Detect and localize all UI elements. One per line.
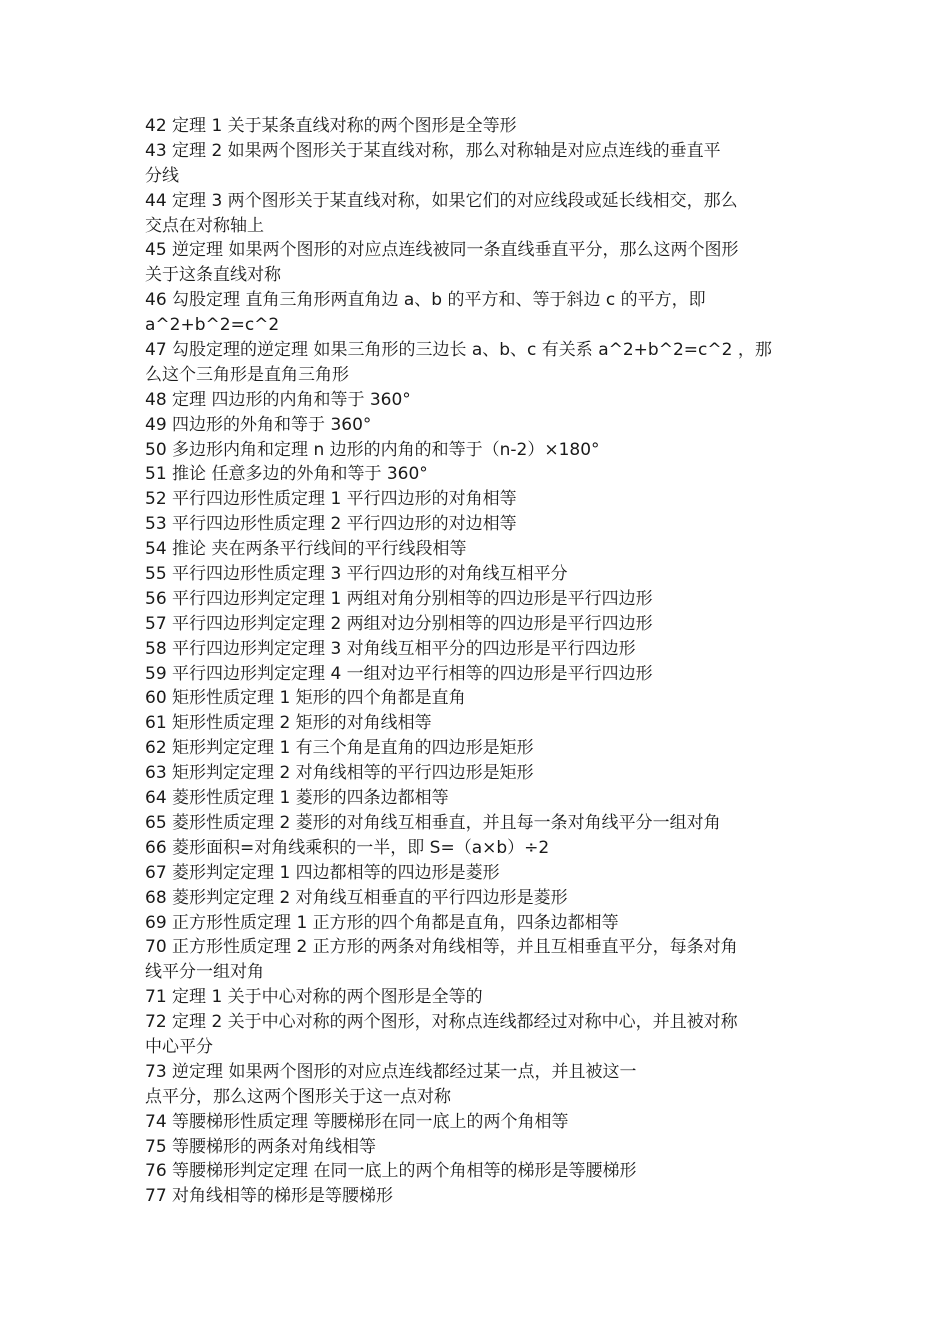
document-page <box>145 114 810 1209</box>
text-line: 77 对角线相等的梯形是等腰梯形 <box>145 1186 394 1207</box>
text-line: 53 平行四边形性质定理 2 平行四边形的对边相等 <box>145 514 517 535</box>
text-line: 73 逆定理 如果两个图形的对应点连线都经过某一点，并且被这一 <box>145 1061 637 1082</box>
text-line: 58 平行四边形判定定理 3 对角线互相平分的四边形是平行四边形 <box>145 638 636 659</box>
text-line: 49 四边形的外角和等于 360° <box>145 414 372 435</box>
text-line: 44 定理 3 两个图形关于某直线对称，如果它们的对应线段或延长线相交，那么 <box>145 190 738 211</box>
text-line: 72 定理 2 关于中心对称的两个图形，对称点连线都经过对称中心，并且被对称 <box>145 1012 738 1033</box>
text-line: 交点在对称轴上 <box>145 215 264 236</box>
text-line: 线平分一组对角 <box>145 962 264 983</box>
text-line: 么这个三角形是直角三角形 <box>145 364 349 385</box>
text-line: 68 菱形判定定理 2 对角线互相垂直的平行四边形是菱形 <box>145 887 568 908</box>
text-line: 64 菱形性质定理 1 菱形的四条边都相等 <box>145 788 449 809</box>
text-line: 关于这条直线对称 <box>145 265 281 286</box>
text-line: 63 矩形判定定理 2 对角线相等的平行四边形是矩形 <box>145 763 534 784</box>
text-line: 55 平行四边形性质定理 3 平行四边形的对角线互相平分 <box>145 564 568 585</box>
text-line: 62 矩形判定定理 1 有三个角是直角的四边形是矩形 <box>145 738 534 759</box>
text-line: 48 定理 四边形的内角和等于 360° <box>145 389 411 410</box>
text-line: 51 推论 任意多边的外角和等于 360° <box>145 464 428 485</box>
text-line: 中心平分 <box>145 1036 213 1057</box>
text-line: 59 平行四边形判定定理 4 一组对边平行相等的四边形是平行四边形 <box>145 663 653 684</box>
text-line: 60 矩形性质定理 1 矩形的四个角都是直角 <box>145 688 466 709</box>
text-line: 分线 <box>145 165 179 186</box>
text-line: 56 平行四边形判定定理 1 两组对角分别相等的四边形是平行四边形 <box>145 588 653 609</box>
text-line: 69 正方形性质定理 1 正方形的四个角都是直角，四条边都相等 <box>145 912 619 933</box>
text-line: 47 勾股定理的逆定理 如果三角形的三边长 a、b、c 有关系 a^2+b^2=c^2 ，那 <box>145 340 772 361</box>
text-line: 76 等腰梯形判定定理 在同一底上的两个角相等的梯形是等腰梯形 <box>145 1161 637 1182</box>
text-line: 54 推论 夹在两条平行线间的平行线段相等 <box>145 539 467 560</box>
text-line: 45 逆定理 如果两个图形的对应点连线被同一条直线垂直平分，那么这两个图形 <box>145 240 739 261</box>
text-line: 43 定理 2 如果两个图形关于某直线对称，那么对称轴是对应点连线的垂直平 <box>145 140 721 161</box>
text-line: 75 等腰梯形的两条对角线相等 <box>145 1136 377 1157</box>
text-line: 71 定理 1 关于中心对称的两个图形是全等的 <box>145 987 483 1008</box>
text-line: a^2+b^2=c^2 <box>145 315 280 336</box>
text-line: 52 平行四边形性质定理 1 平行四边形的对角相等 <box>145 489 517 510</box>
text-line: 74 等腰梯形性质定理 等腰梯形在同一底上的两个角相等 <box>145 1111 569 1132</box>
text-line: 66 菱形面积=对角线乘积的一半，即 S=（a×b）÷2 <box>145 837 550 858</box>
text-line: 65 菱形性质定理 2 菱形的对角线互相垂直，并且每一条对角线平分一组对角 <box>145 812 721 833</box>
text-line: 42 定理 1 关于某条直线对称的两个图形是全等形 <box>145 116 517 136</box>
text-line: 57 平行四边形判定定理 2 两组对边分别相等的四边形是平行四边形 <box>145 613 653 634</box>
text-line: 50 多边形内角和定理 n 边形的内角的和等于（n-2）×180° <box>145 439 600 460</box>
text-line: 46 勾股定理 直角三角形两直角边 a、b 的平方和、等于斜边 c 的平方，即 <box>145 290 706 311</box>
text-line: 点平分，那么这两个图形关于这一点对称 <box>145 1086 451 1107</box>
text-line: 67 菱形判定定理 1 四边都相等的四边形是菱形 <box>145 862 500 883</box>
text-line: 61 矩形性质定理 2 矩形的对角线相等 <box>145 713 432 734</box>
text-line: 70 正方形性质定理 2 正方形的两条对角线相等，并且互相垂直平分，每条对角 <box>145 937 738 958</box>
